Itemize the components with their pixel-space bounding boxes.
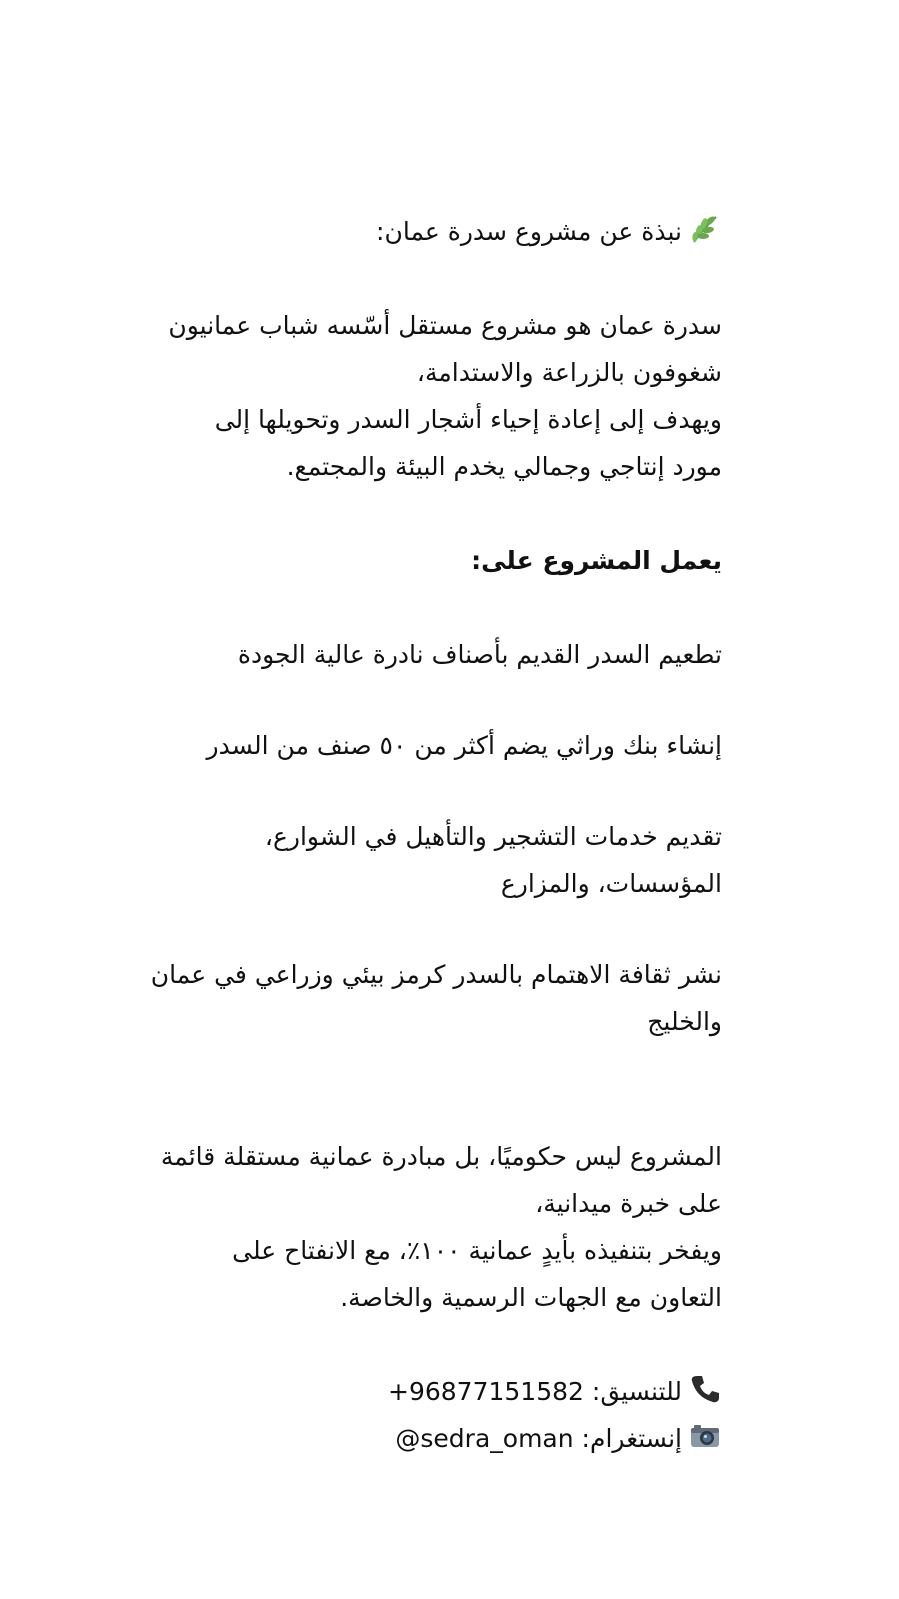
closing-line: المشروع ليس حكوميًا، بل مبادرة عمانية مستقلة قائمة — [160, 1142, 722, 1171]
activity-line: نشر ثقافة الاهتمام بالسدر كرمز بيئي وزراعي في عمان — [150, 960, 722, 989]
activity-line: المؤسسات، والمزارع — [500, 869, 722, 898]
activities-heading: يعمل المشروع على: — [471, 546, 722, 575]
closing-paragraph — [140, 1133, 722, 1321]
intro-paragraph — [140, 302, 722, 490]
intro-line: شغوفون بالزراعة والاستدامة، — [416, 358, 722, 387]
activity-item — [140, 722, 722, 769]
document-body — [140, 208, 722, 1462]
herb-icon — [688, 212, 722, 246]
contact-instagram-row — [140, 1415, 722, 1462]
activity-line: إنشاء بنك وراثي يضم أكثر من ٥٠ صنف من السدر — [206, 731, 722, 760]
closing-line: على خبرة ميدانية، — [535, 1189, 722, 1218]
intro-line: مورد إنتاجي وجمالي يخدم البيئة والمجتمع. — [286, 452, 722, 481]
activity-item — [140, 951, 722, 1045]
closing-line: التعاون مع الجهات الرسمية والخاصة. — [340, 1283, 722, 1312]
instagram-handle[interactable]: @sedra_oman — [395, 1424, 574, 1453]
activity-item — [140, 813, 722, 907]
activity-line: والخليج — [647, 1007, 722, 1036]
intro-heading-row — [140, 208, 722, 255]
contact-phone-row — [140, 1368, 722, 1415]
activity-line: تطعيم السدر القديم بأصناف نادرة عالية الجودة — [237, 640, 722, 669]
phone-label: للتنسيق: — [591, 1377, 682, 1406]
closing-line: ويفخر بتنفيذه بأيدٍ عمانية ١٠٠٪، مع الانفتاح على — [232, 1236, 722, 1265]
intro-line: سدرة عمان هو مشروع مستقل أسّسه شباب عمانيون — [168, 311, 722, 340]
activity-item — [140, 631, 722, 678]
camera-icon — [688, 1419, 722, 1453]
intro-heading: نبذة عن مشروع سدرة عمان: — [376, 217, 682, 246]
intro-line: ويهدف إلى إعادة إحياء أشجار السدر وتحويلها إلى — [214, 405, 722, 434]
phone-number[interactable]: +96877151582 — [388, 1377, 584, 1406]
activity-line: تقديم خدمات التشجير والتأهيل في الشوارع، — [264, 822, 722, 851]
telephone-icon — [688, 1372, 722, 1406]
instagram-label: إنستغرام: — [581, 1424, 682, 1453]
